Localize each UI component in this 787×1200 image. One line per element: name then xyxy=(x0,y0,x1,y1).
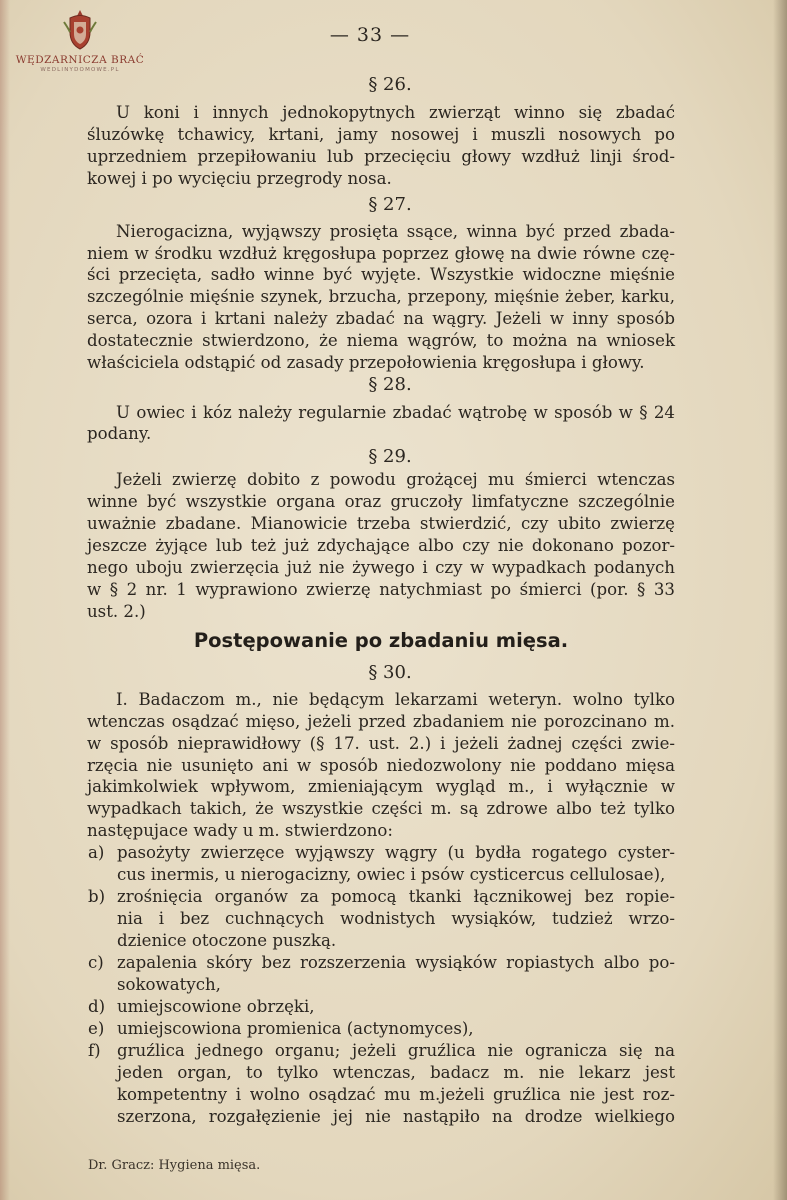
list-item-line: sokowatych, xyxy=(117,975,221,994)
paragraph-line: I. Badaczom m., nie będącym lekarzami weteryn. wolno tylko xyxy=(116,690,675,709)
paragraph-line: w § 2 nr. 1 wyprawiono zwierzę natychmiast po śmierci (por. § 33 xyxy=(87,580,675,599)
list-item-line: nia i bez cuchnących wodnistych wysiąków, tudzież wrzo- xyxy=(117,909,675,928)
list-item-line: jeden organ, to tylko wtenczas, badacz m. nie lekarz jest xyxy=(117,1063,675,1082)
list-item-line: cus inermis, u nierogacizny, owiec i psów cysticercus cellulosae), xyxy=(117,865,666,884)
list-item-label: c) xyxy=(88,953,104,972)
logo-name: WĘDZARNICZA BRAĆ xyxy=(15,54,145,66)
list-item-line: zrośnięcia organów za pomocą tkanki łącznikowej bez ropie- xyxy=(117,887,675,906)
coat-of-arms-icon xyxy=(60,8,100,52)
page-left-edge xyxy=(0,0,10,1200)
list-item-label: f) xyxy=(88,1041,101,1060)
paragraph-line: śluzówkę tchawicy, krtani, jamy nosowej i muszli nosowych po xyxy=(87,125,675,144)
paragraph-line: kowej i po wycięciu przegrody nosa. xyxy=(87,169,392,188)
paragraph-line: serca, ozora i krtani należy zbadać na wągry. Jeżeli w inny sposób xyxy=(87,309,675,328)
section-heading-30: § 30. xyxy=(368,662,412,683)
paragraph-line: wypadkach takich, że wszystkie części m. są zdrowe albo też tylko xyxy=(87,799,675,818)
paragraph-line: dostatecznie stwierdzono, że niema wągrów, to można na wniosek xyxy=(87,331,675,350)
section-heading-26: § 26. xyxy=(368,74,412,95)
logo-subtitle: WEDLINYDOMOWE.PL xyxy=(40,67,120,73)
paragraph-line: U owiec i kóz należy regularnie zbadać wątrobę w sposób w § 24 xyxy=(116,403,675,422)
paragraph-line: ust. 2.) xyxy=(87,602,146,621)
page-number: — 33 — xyxy=(329,24,411,46)
list-item-line: umiejscowiona promienica (actynomyces), xyxy=(117,1019,474,1038)
paragraph-line: jeszcze żyjące lub też już zdychające albo czy nie dokonano pozor- xyxy=(87,536,675,555)
list-item-line: gruźlica jednego organu; jeżeli gruźlica nie ogranicza się na xyxy=(117,1041,675,1060)
paragraph-line: szczególnie mięśnie szynek, brzucha, przepony, mięśnie żeber, karku, xyxy=(87,287,675,306)
list-item-label: d) xyxy=(88,997,106,1016)
paragraph-line: rzęcia nie usunięto ani w sposób niedozwolony nie poddano mięsa xyxy=(87,756,675,775)
paragraph-line: wtenczas osądzać mięso, jeżeli przed zbadaniem nie porozcinano m. xyxy=(87,712,675,731)
list-item-line: pasożyty zwierzęce wyjąwszy wągry (u bydła rogatego cyster- xyxy=(117,843,675,862)
list-item-line: dzienice otoczone puszką. xyxy=(117,931,337,950)
page-right-edge xyxy=(773,0,787,1200)
paragraph-line: Nierogacizna, wyjąwszy prosięta ssące, winna być przed zbada- xyxy=(116,222,675,241)
section-heading-29: § 29. xyxy=(368,446,412,467)
section-heading-27: § 27. xyxy=(368,194,412,215)
paragraph-line: jakimkolwiek wpływom, zmieniającym wygląd m., i wyłącznie w xyxy=(87,777,675,796)
paragraph-line: w sposób nieprawidłowy (§ 17. ust. 2.) i jeżeli żadnej części zwie- xyxy=(87,734,675,753)
paragraph-line: uważnie zbadane. Mianowicie trzeba stwierdzić, czy ubito zwierzę xyxy=(87,514,675,533)
paragraph-line: następujace wady u m. stwierdzono: xyxy=(87,821,394,840)
list-item-label: e) xyxy=(88,1019,105,1038)
chapter-heading: Postępowanie po zbadaniu mięsa. xyxy=(193,629,569,652)
list-item-line: zapalenia skóry bez rozszerzenia wysiąków ropiastych albo po- xyxy=(117,953,675,972)
watermark-logo xyxy=(10,8,150,94)
paragraph-line: U koni i innych jednokopytnych zwierząt winno się zbadać xyxy=(116,103,675,122)
paragraph-line: Jeżeli zwierzę dobito z powodu grożącej mu śmierci wtenczas xyxy=(116,470,675,489)
page-footer: Dr. Gracz: Hygiena mięsa. xyxy=(88,1158,261,1173)
list-item-line: kompetentny i wolno osądzać mu m.jeżeli gruźlica nie jest roz- xyxy=(117,1085,675,1104)
paragraph-line: nego uboju zwierzęcia już nie żywego i czy w wypadkach podanych xyxy=(87,558,675,577)
list-item-line: umiejscowione obrzęki, xyxy=(117,997,315,1016)
paragraph-line: niem w środku wzdłuż kręgosłupa poprzez głowę na dwie równe czę- xyxy=(87,244,675,263)
paragraph-line: uprzedniem przepiłowaniu lub przecięciu głowy wzdłuż linji środ- xyxy=(87,147,675,166)
paragraph-line: podany. xyxy=(87,424,152,443)
list-item-line: szerzona, rozgałęzienie jej nie nastąpiło na drodze wielkiego xyxy=(117,1107,675,1126)
list-item-label: a) xyxy=(88,843,105,862)
paragraph-line: właściciela odstąpić od zasady przepołowienia kręgosłupa i głowy. xyxy=(87,353,645,372)
section-heading-28: § 28. xyxy=(368,374,412,395)
paragraph-line: ści przecięta, sadło winne być wyjęte. Wszystkie widoczne mięśnie xyxy=(87,265,675,284)
paragraph-line: winne być wszystkie organa oraz gruczoły limfatyczne szczególnie xyxy=(87,492,675,511)
list-item-label: b) xyxy=(88,887,106,906)
